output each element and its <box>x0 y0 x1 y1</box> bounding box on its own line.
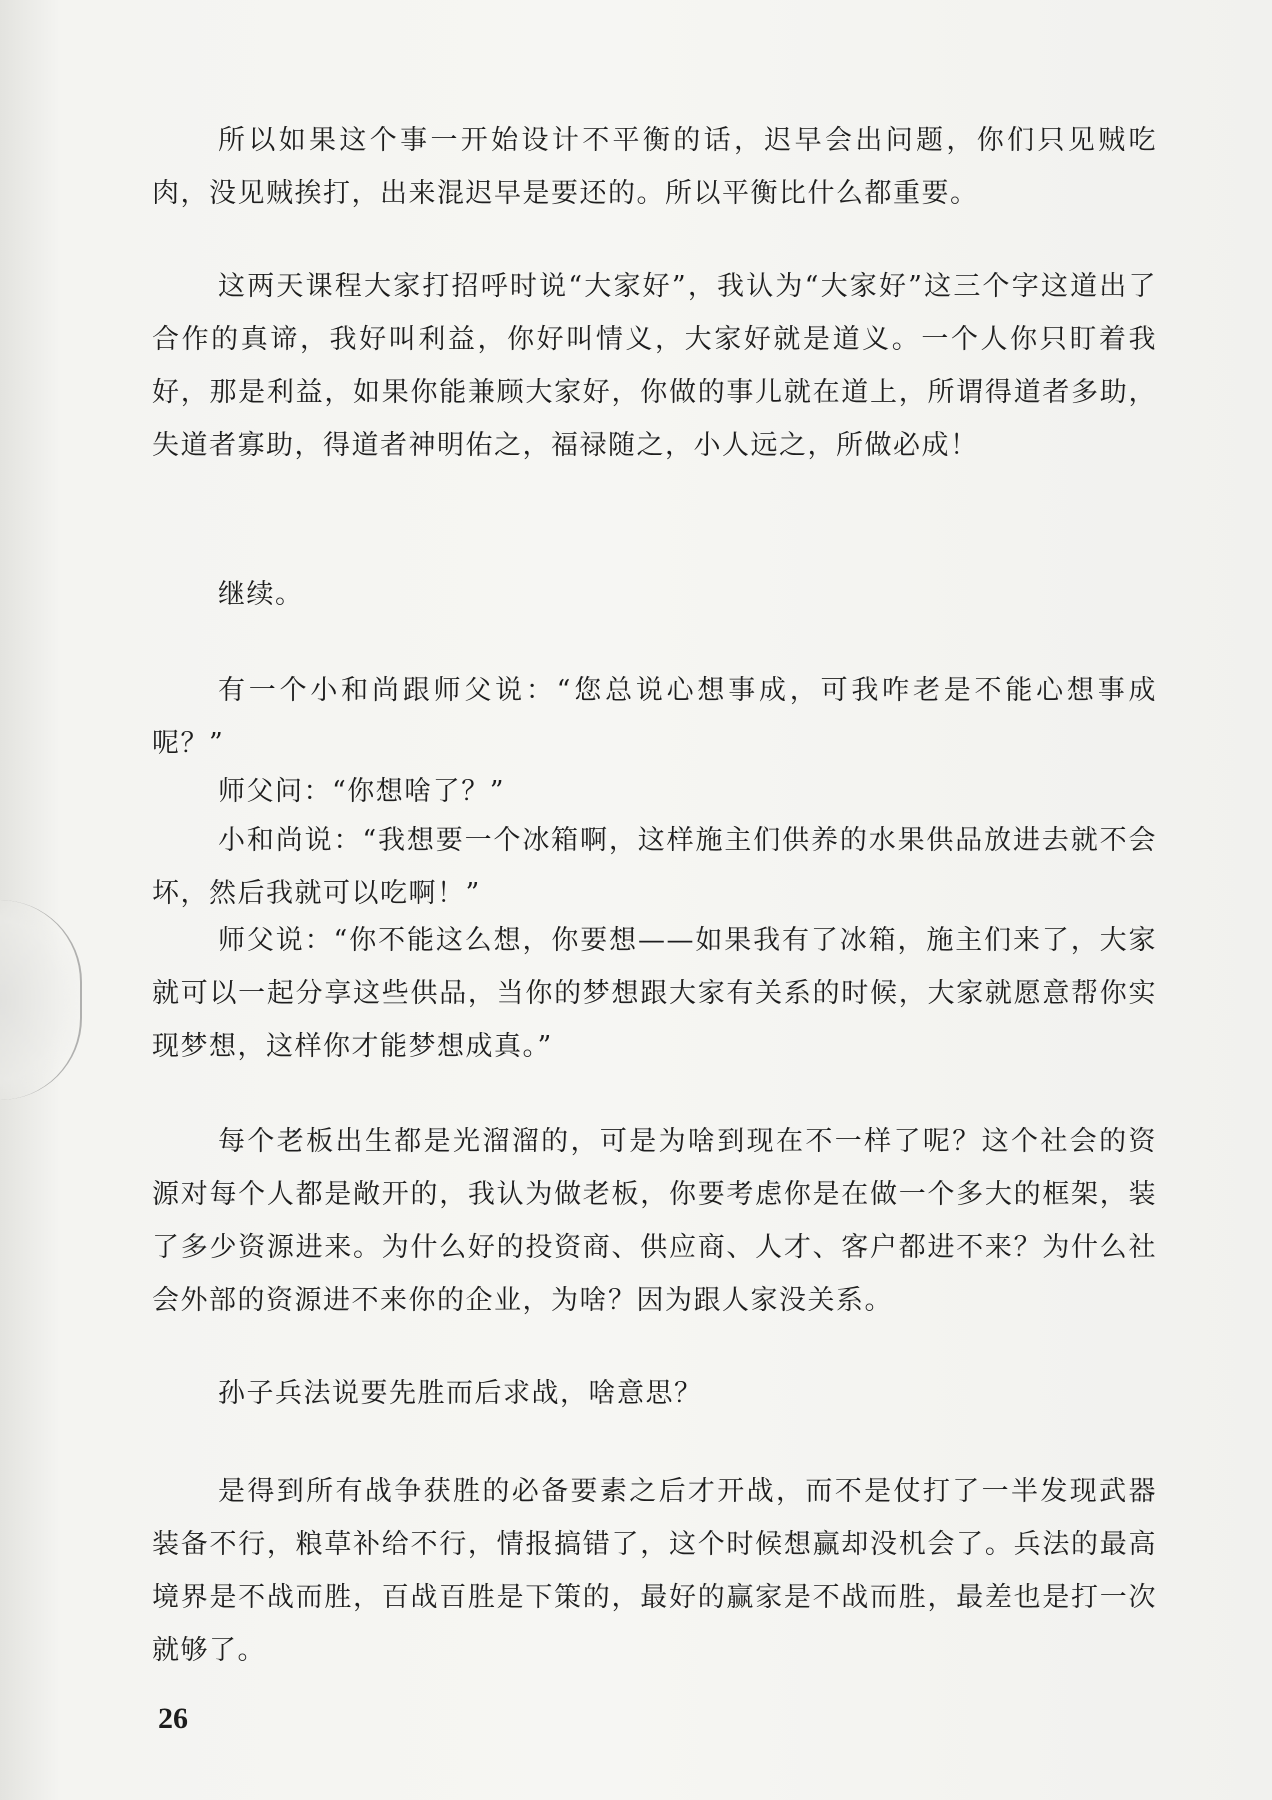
paragraph-continue: 继续。 <box>218 579 304 610</box>
paragraph-balance: 所以如果这个事一开始设计不平衡的话，迟早会出问题，你们只见贼吃肉，没见贼挨打，出来混迟早是要还的。所以平衡比什么都重要。 <box>152 125 1157 209</box>
page-number: 26 <box>158 1702 188 1735</box>
paragraph-sunzi: 孙子兵法说要先胜而后求战，啥意思？ <box>218 1378 703 1409</box>
paragraph-monk-question: 有一个小和尚跟师父说：“您总说心想事成，可我咋老是不能心想事成呢？” <box>152 675 1157 759</box>
paragraph-boss-resources: 每个老板出生都是光溜溜的，可是为啥到现在不一样了呢？这个社会的资源对每个人都是敞开的，我认为做老板，你要考虑你是在做一个多大的框架，装了多少资源进来。为什么好的投资商、供应商、人才、客户都进不来？为什么社会外部的资源进不来你的企业，为啥？因为跟人家没关系。 <box>152 1126 1157 1316</box>
paragraph-dajia-hao: 这两天课程大家打招呼时说“大家好”，我认为“大家好”这三个字这道出了合作的真谛，我好叫利益，你好叫情义，大家好就是道义。一个人你只盯着我好，那是利益，如果你能兼顾大家好，你做的事儿就在道上，所谓得道者多助，失道者寡助，得道者神明佑之，福禄随之，小人远之，所做必成！ <box>152 271 1157 461</box>
paragraph-master-says: 师父说：“你不能这么想，你要想——如果我有了冰箱，施主们来了，大家就可以一起分享这些供品，当你的梦想跟大家有关系的时候，大家就愿意帮你实现梦想，这样你才能梦想成真。” <box>152 925 1157 1062</box>
paragraph-monk-answer: 小和尚说：“我想要一个冰箱啊，这样施主们供养的水果供品放进去就不会坏，然后我就可以吃啊！” <box>152 825 1157 909</box>
paragraph-win-before-war: 是得到所有战争获胜的必备要素之后才开战，而不是仗打了一半发现武器装备不行，粮草补给不行，情报搞错了，这个时候想赢却没机会了。兵法的最高境界是不战而胜，百战百胜是下策的，最好的赢家是不战而胜，最差也是打一次就够了。 <box>152 1476 1157 1666</box>
binding-shadow <box>0 900 82 1100</box>
paragraph-master-asks: 师父问：“你想啥了？” <box>218 776 506 807</box>
